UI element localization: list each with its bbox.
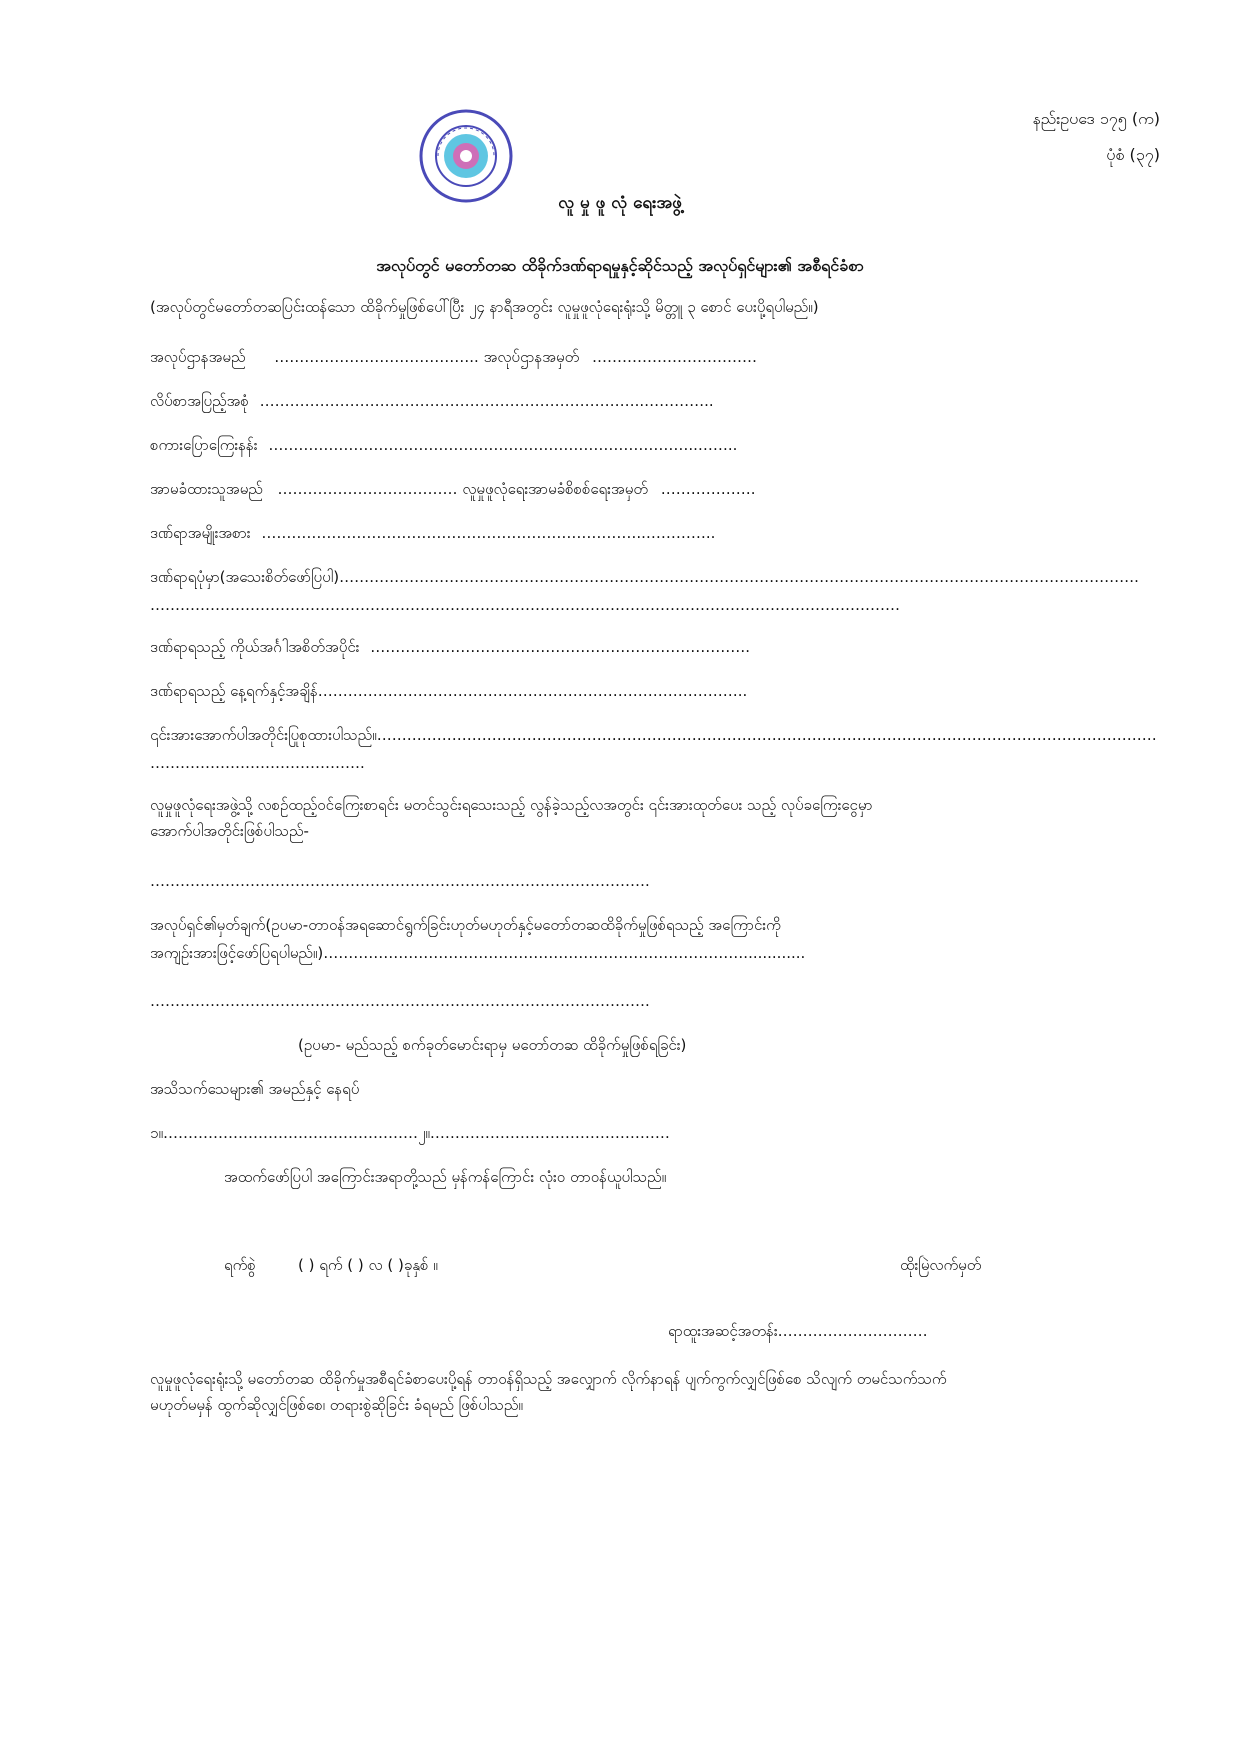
address-row (150, 390, 714, 412)
social-security-logo (418, 108, 514, 204)
insured-name-field[interactable]: ……………………………… (277, 480, 458, 498)
address-field[interactable]: …………………………………………………………………..………….. (259, 392, 714, 410)
seal-signature-label: ထိုးမြဲလက်မှတ် (900, 1256, 982, 1274)
body-part-row (150, 636, 750, 658)
phone-label: စကားပြောကြေးနန်း (150, 436, 258, 454)
treatment-row (150, 724, 1157, 746)
wage-field[interactable]: ………………………………………………………………………………………. (150, 872, 650, 890)
treatment-field[interactable]: ………………………………………………………………………………………………………………………………………… (376, 726, 1157, 744)
wage-paragraph-1: လူမှုဖူလုံရေးအဖွဲ့သို့ လစဉ်ထည့်ဝင်ကြေးစာရင်း မတင်သွင်းရသေးသည့် လွန်ခဲ့သည့်လအတွင်း ၎င်းအားထုတ်ပေး သည့် လုပ်ခကြေးငွေမှာ (150, 796, 873, 814)
employer-note-1: အလုပ်ရှင်၏မှတ်ချက်(ဥပမာ-တာဝန်အရဆောင်ရွက်ခြင်းဟုတ်မဟုတ်နှင့်မတော်တဆထိခိုက်မှုဖြစ်ရသည့် အကြောင်းကို (150, 916, 781, 934)
signed-date-label: ရက်စွဲ (224, 1256, 256, 1274)
witness-2-field[interactable]: ………………………………………… (429, 1124, 670, 1142)
body-part-label: ဒဏ်ရာရသည့် ကိုယ်အင်္ဂါအစိတ်အပိုင်း (150, 638, 360, 656)
ssn-label: လူမှုဖူလုံရေးအာမခံစိစစ်ရေးအမှတ် (462, 480, 648, 498)
datetime-row (150, 680, 747, 702)
regulation-ref: နည်းဥပဒေ ၁၇၅ (က) (1032, 109, 1160, 128)
workplace-name-label: အလုပ်ဌာနအမည် (150, 348, 246, 366)
ssn-field[interactable]: ………………. (660, 480, 756, 498)
injury-type-field[interactable]: …………………………………………………………………..………….. (261, 524, 716, 542)
treatment-row-2 (150, 752, 365, 774)
injury-detail-label: ဒဏ်ရာရပုံမှာ(အသေးစိတ်ဖော်ပြပါ) (150, 568, 340, 586)
warning-line-2: မဟုတ်မမှန် ထွက်ဆိုလျှင်ဖြစ်စေ၊ တရားစွဲဆိုခြင်း ခံရမည် ဖြစ်ပါသည်။ (150, 1396, 523, 1414)
datetime-label: ဒဏ်ရာရသည့် နေ့ရက်နှင့်အချိန် (150, 682, 318, 700)
employer-note-2: အကျဉ်းအားဖြင့်ဖော်ပြရပါမည်။) (150, 944, 324, 962)
witness-1-field[interactable]: …………………………………………… (162, 1124, 418, 1142)
body-part-field[interactable]: …………………………………………………………………. (370, 638, 751, 656)
injury-detail-field[interactable]: ……………………………………………………………………………………………………………………………………………. (339, 568, 1139, 586)
instruction-text: (အလုပ်တွင်မတော်တဆပြင်းထန်သော ထိခိုက်မှုဖြစ်ပေါ်ပြီး ၂၄ နာရီအတွင်း လူမှုဖူလုံရေးရုံးသို့ မိတ္တူ ၃ စောင် ပေးပို့ရပါမည်။) (150, 298, 819, 316)
organization-name: လူ မှု ဖူ လုံ ရေးအဖွဲ့ (558, 193, 682, 213)
witness-2-label: ၂။ (417, 1124, 430, 1142)
phone-field[interactable]: …………………………………………………………………………..…….. (268, 436, 738, 454)
treatment-field-2[interactable]: ……………………………………. (150, 754, 365, 772)
workplace-no-label: အလုပ်ဌာနအမှတ် (483, 348, 580, 366)
workplace-row (150, 346, 757, 368)
rank-field[interactable]: ………………………… (777, 1322, 928, 1340)
affirmation-text: အထက်ဖော်ပြပါ အကြောင်းအရာတို့သည် မှန်ကန်ကြောင်း လုံးဝ တာဝန်ယူပါသည်။ (224, 1168, 667, 1186)
phone-row (150, 434, 737, 456)
insured-row (150, 478, 756, 500)
insured-name-label: အာမခံထားသူအမည် (150, 480, 263, 498)
workplace-no-field[interactable]: …………………………… (591, 348, 757, 366)
wage-paragraph-2: အောက်ပါအတိုင်းဖြစ်ပါသည်- (150, 822, 309, 840)
address-label: လိပ်စာအပြည့်အစုံ (150, 392, 249, 410)
witness-label: အသိသက်သေများ၏ အမည်နှင့် နေရပ် (150, 1080, 360, 1098)
injury-type-row (150, 522, 715, 544)
employer-note-field-2[interactable]: ………………………………………………………………………………………. (150, 992, 650, 1010)
treatment-label: ၎င်းအားအောက်ပါအတိုင်းပြုစုထားပါသည်။ (150, 726, 377, 744)
injury-type-label: ဒဏ်ရာအမျိုးအစား (150, 524, 251, 542)
witness-1-label: ၁။ (150, 1124, 163, 1142)
form-title: အလုပ်တွင် မတော်တဆ ထိခိုက်ဒဏ်ရာရမှုနှင့်ဆိုင်သည့် အလုပ်ရှင်များ၏ အစီရင်ခံစာ (376, 256, 864, 275)
employer-note-field[interactable]: …………………………………………………………………………............. (323, 944, 806, 962)
workplace-name-field[interactable]: ………………………………….. (274, 348, 479, 366)
injury-detail-row (150, 566, 1139, 588)
warning-line-1: လူမှုဖူလုံရေးရုံးသို့ မတော်တဆ ထိခိုက်မှုအစီရင်ခံစာပေးပို့ရန် တာဝန်ရှိသည့် အလျှောက် လိုက်နာရန် ပျက်ကွက်လျှင်ဖြစ်စေ သိလျက် တမင်သက်သက် (150, 1370, 947, 1388)
rank-row (668, 1322, 928, 1344)
witness-row (150, 1122, 670, 1144)
example-text: (ဥပမာ- မည်သည့် စက်ခုတ်မောင်းရာမှ မတော်တဆ ထိခိုက်မှုဖြစ်ရခြင်း) (298, 1036, 687, 1054)
injury-detail-row-2 (150, 594, 900, 616)
datetime-field[interactable]: ………………………………………………………………………….. (317, 682, 748, 700)
date-field[interactable]: ( ) ရက် ( ) လ ( )ခုနှစ် ။ (298, 1256, 438, 1274)
rank-label: ရာထူးအဆင့်အတန်း (668, 1322, 778, 1340)
employer-note-row-2 (150, 942, 805, 964)
injury-detail-field-2[interactable]: …………………………………………………………………………………………………………………………………… (150, 596, 900, 614)
form-number: ပုံစံ (၃၇) (1106, 145, 1160, 164)
